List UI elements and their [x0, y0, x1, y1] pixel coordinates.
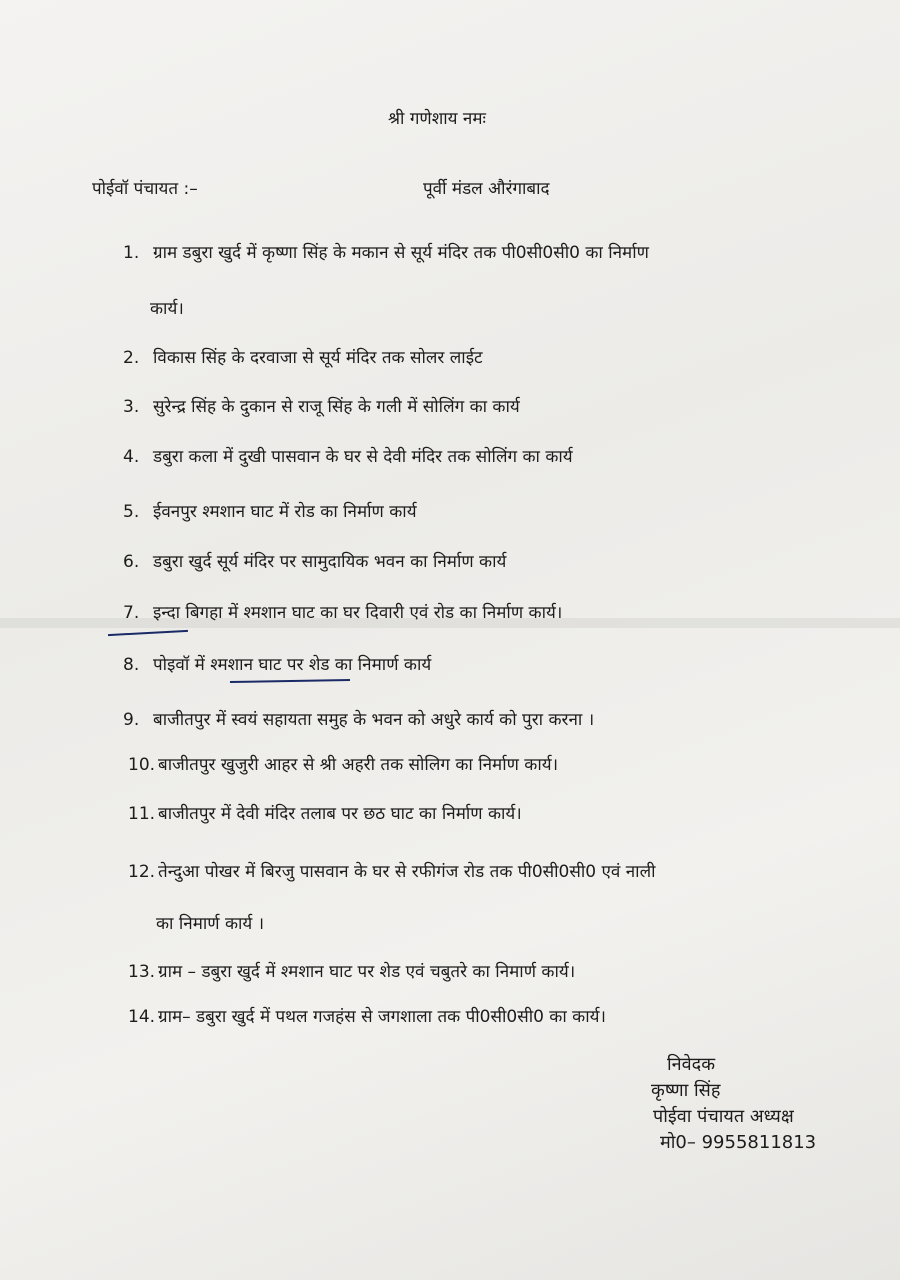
handwritten-underline [108, 630, 188, 636]
item-number: 14. [128, 1007, 156, 1027]
item-text: बाजीतपुर में देवी मंदिर तलाब पर छठ घाट का निर्माण कार्य। [158, 804, 522, 824]
item-text: सुरेन्द्र सिंह के दुकान से राजू सिंह के गली में सोलिंग का कार्य [153, 397, 520, 417]
item-text: ग्राम – डबुरा खुर्द में श्मशान घाट पर शेड एवं चबुतरे का निमार्ण कार्य। [158, 962, 576, 982]
list-item [123, 444, 573, 467]
signatory-mobile: मो0– 9955811813 [660, 1132, 817, 1153]
item-number: 9. [123, 710, 140, 730]
item-number: 11. [128, 804, 156, 824]
item-text: ईवनपुर श्मशान घाट में रोड का निर्माण कार्य [153, 502, 417, 522]
item-number: 12. [128, 862, 156, 882]
list-item [123, 549, 506, 572]
list-item [128, 801, 522, 824]
item-number: 2. [123, 348, 140, 368]
list-item [123, 707, 594, 730]
item-number: 10. [128, 755, 156, 775]
item-number: 6. [123, 552, 140, 572]
mandal-label: पूर्वी मंडल औरंगाबाद [423, 179, 550, 199]
item-text: ग्राम– डबुरा खुर्द में पथल गजहंस से जगशाला तक पी0सी0सी0 का कार्य। [158, 1007, 606, 1027]
item-text: डबुरा खुर्द सूर्य मंदिर पर सामुदायिक भवन का निर्माण कार्य [153, 552, 507, 572]
item-number: 4. [123, 447, 140, 467]
signatory-designation: पोईवा पंचायत अध्यक्ष [653, 1106, 794, 1127]
item-text: इन्दा बिगहा में श्मशान घाट का घर दिवारी एवं रोड का निर्माण कार्य। [153, 603, 563, 623]
item-text: बाजीतपुर खुजुरी आहर से श्री अहरी तक सोलिग का निर्माण कार्य। [158, 755, 559, 775]
item-text: डबुरा कला में दुखी पासवान के घर से देवी मंदिर तक सोलिंग का कार्य [153, 447, 573, 467]
list-item [128, 859, 656, 882]
item-text: पोइवॉ में श्मशान घाट पर शेड का निमार्ण कार्य [153, 655, 432, 675]
item-number: 5. [123, 502, 140, 522]
signature-label: निवेदक [667, 1054, 716, 1075]
item-text: बाजीतपुर में स्वयं सहायता समुह के भवन को अधुरे कार्य को पुरा करना । [153, 710, 595, 730]
list-item [123, 345, 483, 368]
list-item [123, 652, 431, 675]
item-number: 13. [128, 962, 156, 982]
list-item [123, 394, 520, 417]
item-text-continuation: का निमार्ण कार्य । [156, 914, 265, 934]
item-number: 8. [123, 655, 140, 675]
item-number: 3. [123, 397, 140, 417]
item-text: विकास सिंह के दरवाजा से सूर्य मंदिर तक सोलर लाईट [153, 348, 483, 368]
list-item [123, 499, 417, 522]
document-heading: श्री गणेशाय नमः [388, 109, 486, 129]
item-text-continuation: कार्य। [150, 299, 184, 319]
signatory-name: कृष्णा सिंह [651, 1080, 721, 1101]
item-number: 1. [123, 243, 140, 263]
panchayat-label: पोईवॉ पंचायत :– [92, 179, 198, 199]
list-item [128, 1004, 606, 1027]
handwritten-underline [230, 679, 350, 683]
list-item [128, 959, 575, 982]
item-text: तेन्दुआ पोखर में बिरजु पासवान के घर से रफीगंज रोड तक पी0सी0सी0 एवं नाली [158, 862, 656, 882]
item-number: 7. [123, 603, 140, 623]
list-item [123, 240, 649, 263]
list-item [128, 752, 558, 775]
item-text: ग्राम डबुरा खुर्द में कृष्णा सिंह के मकान से सूर्य मंदिर तक पी0सी0सी0 का निर्माण [153, 243, 649, 263]
list-item [123, 600, 562, 623]
